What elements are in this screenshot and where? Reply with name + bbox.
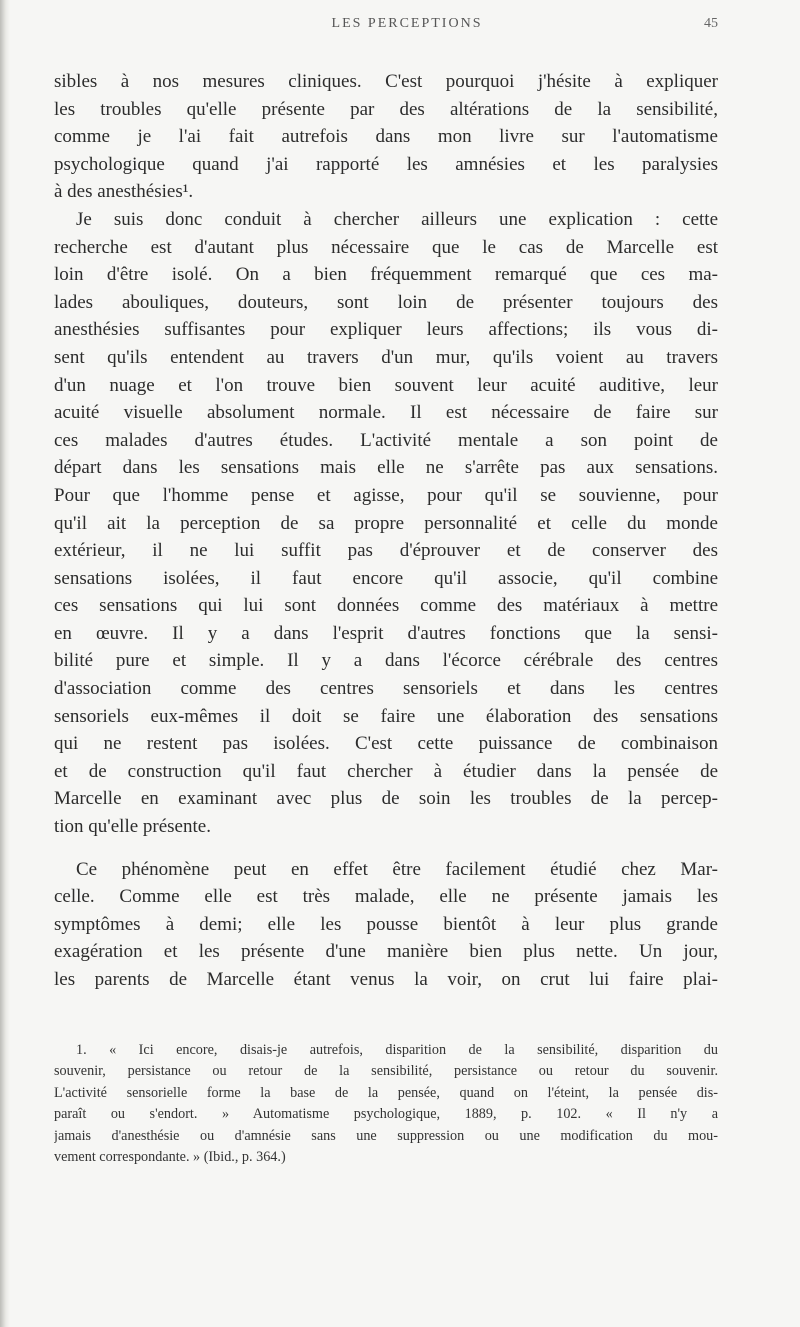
text-line: à des anesthésies¹. [54,181,194,203]
text-line: symptômes à demi; elle les pousse bientôt à leur plus grande [54,913,718,935]
text-line: sent qu'ils entendent au travers d'un mur, qu'ils voient au travers [54,346,718,368]
footnote-line: vement correspondante. » (Ibid., p. 364.) [54,1149,286,1166]
page-number: 45 [704,16,718,31]
text-line: qui ne restent pas isolées. C'est cette puissance de combinaison [54,733,718,755]
text-line: Marcelle en examinant avec plus de soin les troubles de la percep- [54,788,718,810]
text-line: bilité pure et simple. Il y a dans l'écorce cérébrale des centres [54,650,718,672]
text-line: les parents de Marcelle étant venus la voir, on crut lui faire plai- [54,969,718,990]
text-line: acuité visuelle absolument normale. Il est nécessaire de faire sur [54,402,718,424]
text-line: ces malades d'autres études. L'activité mentale a son point de [54,429,718,451]
text-line: celle. Comme elle est très malade, elle ne présente jamais les [54,886,718,908]
text-line: Ce phénomène peut en effet être facilement étudié chez Mar- [76,858,718,880]
footnote [54,1040,718,1168]
paragraph-1 [54,68,718,206]
text-line: Pour que l'homme pense et agisse, pour qu'il se souvienne, pour [54,484,718,506]
text-line: loin d'être isolé. On a bien fréquemment remarqué que ces ma- [54,264,718,286]
footnote-line: paraît ou s'endort. » Automatisme psychologique, 1889, p. 102. « Il n'y a [54,1106,718,1123]
footnote-line: L'activité sensorielle forme la base de la pensée, quand on l'éteint, la pensée dis- [54,1084,718,1101]
text-line: et de construction qu'il faut chercher à étudier dans la pensée de [54,760,718,782]
text-line: sensoriels eux-mêmes il doit se faire une élaboration des sensations [54,705,718,727]
text-line: sibles à nos mesures cliniques. C'est pourquoi j'hésite à expliquer [54,71,718,92]
body-text [54,68,718,994]
text-line: comme je l'ai fait autrefois dans mon livre sur l'automatisme [54,126,718,148]
paragraph-3 [54,856,718,994]
text-line: sensations isolées, il faut encore qu'il associe, qu'il combine [54,567,718,589]
text-line: anesthésies suffisantes pour expliquer leurs affections; ils vous di- [54,319,718,341]
footnote-line: jamais d'anesthésie ou d'amnésie sans une suppression ou une modification du mou- [54,1127,718,1144]
text-line: lades abouliques, douteurs, sont loin de présenter toujours des [54,291,718,313]
text-line: psychologique quand j'ai rapporté les amnésies et les paralysies [54,153,718,175]
text-line: recherche est d'autant plus nécessaire que le cas de Marcelle est [54,236,718,258]
text-line: extérieur, il ne lui suffit pas d'éprouver et de conserver des [54,540,718,562]
text-line: d'un nuage et l'on trouve bien souvent leur acuité auditive, leur [54,374,718,396]
running-head [96,16,718,38]
text-line: en œuvre. Il y a dans l'esprit d'autres fonctions que la sensi- [54,622,718,644]
text-line: d'association comme des centres sensoriels et dans les centres [54,678,718,700]
text-line: ces sensations qui lui sont données comme des matériaux à mettre [54,595,718,617]
text-line: tion qu'elle présente. [54,816,211,838]
text-line: les troubles qu'elle présente par des altérations de la sensibilité, [54,98,718,120]
paragraph-2 [54,206,718,841]
page-binding-edge [0,0,10,1327]
footnote-line: 1. « Ici encore, disais-je autrefois, disparition de la sensibilité, disparition du [76,1042,718,1058]
text-line: exagération et les présente d'une manière bien plus nette. Un jour, [54,941,718,963]
text-line: qu'il ait la perception de sa propre personnalité et celle du monde [54,512,718,534]
text-line: Je suis donc conduit à chercher ailleurs une explication : cette [76,208,718,230]
footnote-line: souvenir, persistance ou retour de la sensibilité, persistance ou retour du souvenir. [54,1063,718,1080]
text-line: départ dans les sensations mais elle ne s'arrête pas aux sensations. [54,457,718,479]
running-title: LES PERCEPTIONS [331,16,483,31]
